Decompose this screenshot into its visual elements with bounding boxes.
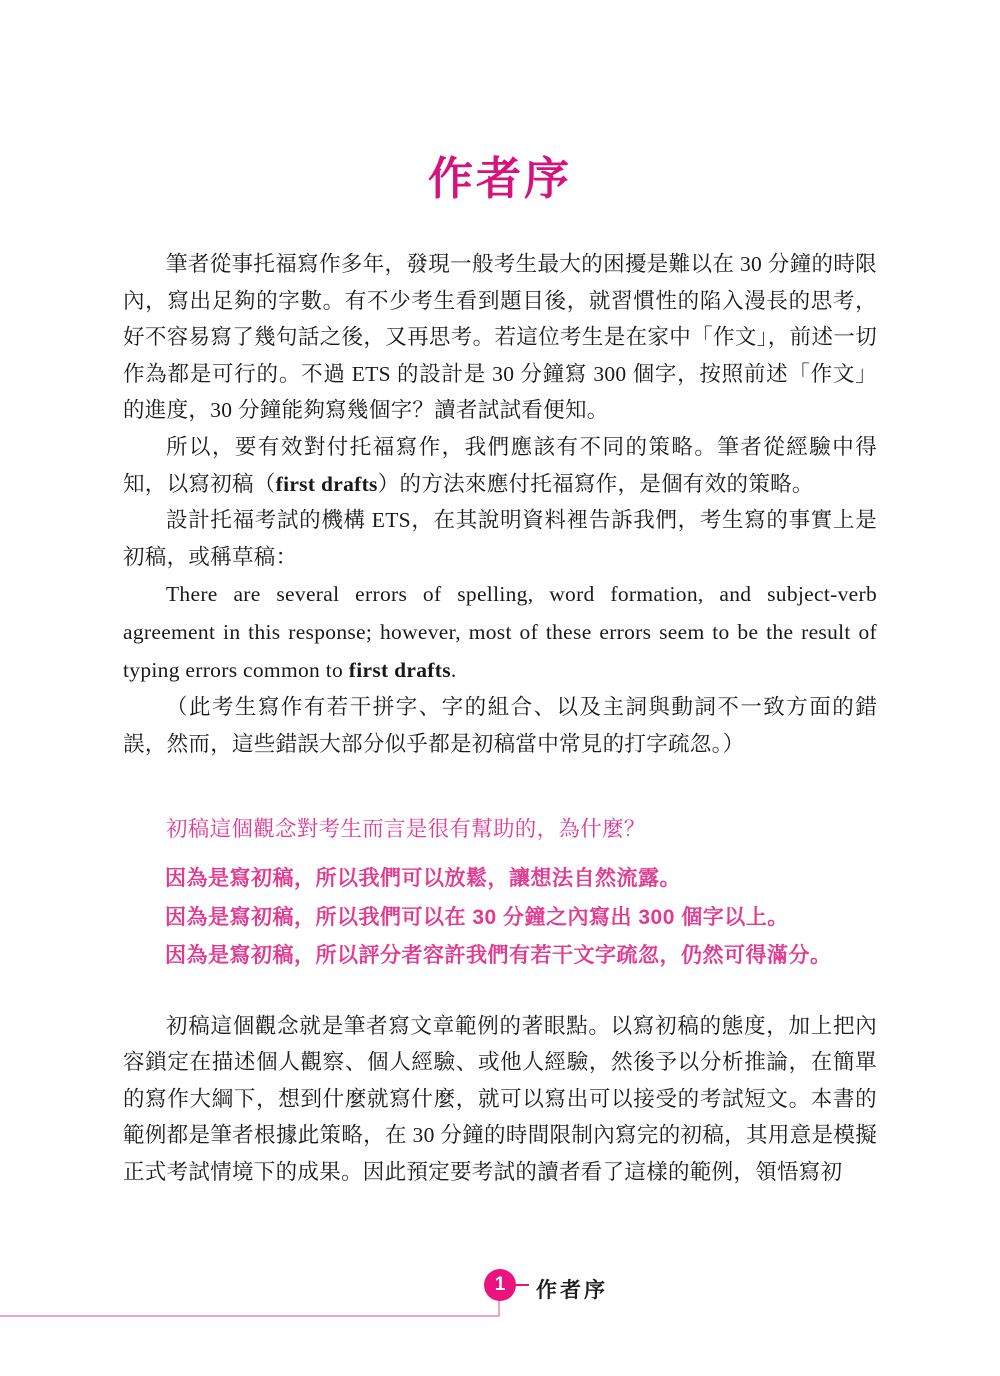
paragraph-ets: 設計托福考試的機構 ETS，在其說明資料裡告訴我們，考生寫的事實上是初稿，或稱草稿：: [123, 508, 877, 569]
pink-question-heading: 初稿這個觀念對考生而言是很有幫助的，為什麼？: [166, 816, 646, 841]
quote-text: There are several errors of spelling, word formation, and subject-verb agreement in this response; however, most of these errors seem to be the result of typing errors common to: [123, 582, 877, 683]
pink-point-relax: 因為是寫初稿，所以我們可以放鬆，讓想法自然流露。: [165, 867, 681, 891]
paragraph-quote-translation: （此考生寫作有若干拼字、字的組合、以及主詞與動詞不一致方面的錯誤，然而，這些錯誤大部分似乎都是初稿當中常見的打字疏忽。）: [123, 695, 877, 756]
page-title: 作者序: [427, 154, 572, 204]
ets-quote-english: [123, 575, 877, 689]
paragraph-conclusion: 初稿這個觀念就是筆者寫文章範例的著眼點。以寫初稿的態度，加上把內容鎖定在描述個人觀察、個人經驗、或他人經驗，然後予以分析推論，在簡單的寫作大綱下，想到什麼就寫什麼，就可以寫出可以接受的考試短文。本書的範例都是筆者根據此策略，在 30 分鐘的時間限制內寫完的初稿，其用意是模擬正式考試情境下的成果。因此預定要考試的讀者看了這樣的範例，領悟寫初: [123, 1013, 877, 1184]
footer-rule-stub: [498, 1300, 500, 1316]
pink-points-list: [123, 860, 877, 976]
page-number-badge: 1: [484, 1269, 516, 1301]
quote-text: .: [450, 658, 457, 683]
badge-dash: [516, 1284, 529, 1286]
paragraph-strategy: [123, 429, 877, 502]
bold-term-first-drafts: first drafts: [275, 471, 378, 496]
pink-point-wordcount: 因為是寫初稿，所以我們可以在 30 分鐘之內寫出 300 個字以上。: [165, 905, 789, 929]
bold-term-first-drafts: first drafts: [348, 658, 451, 683]
paragraph-text: 所以，要有效對付托福寫作，我們應該有不同的策略。筆者從經驗中得知，以寫初稿（: [123, 434, 877, 496]
footer-rule-line: [0, 1315, 500, 1317]
footer-section-label: 作者序: [536, 1279, 608, 1302]
preface-content: [123, 246, 877, 1191]
paragraph-text: ）的方法來應付托福寫作，是個有效的策略。: [377, 471, 814, 496]
pink-point-fullscore: 因為是寫初稿，所以評分者容許我們有若干文字疏忽，仍然可得滿分。: [165, 944, 832, 968]
paragraph-intro: 筆者從事托福寫作多年，發現一般考生最大的困擾是難以在 30 分鐘的時限內，寫出足夠的字數。有不少考生看到題目後，就習慣性的陷入漫長的思考，好不容易寫了幾句話之後，又再思考。若這位考生是在家中「作文」，前述一切作為都是可行的。不過 ETS 的設計是 30 分鐘寫 300 個字，按照前述「作文」的進度，30 分鐘能夠寫幾個字？讀者試試看便知。: [123, 252, 877, 423]
